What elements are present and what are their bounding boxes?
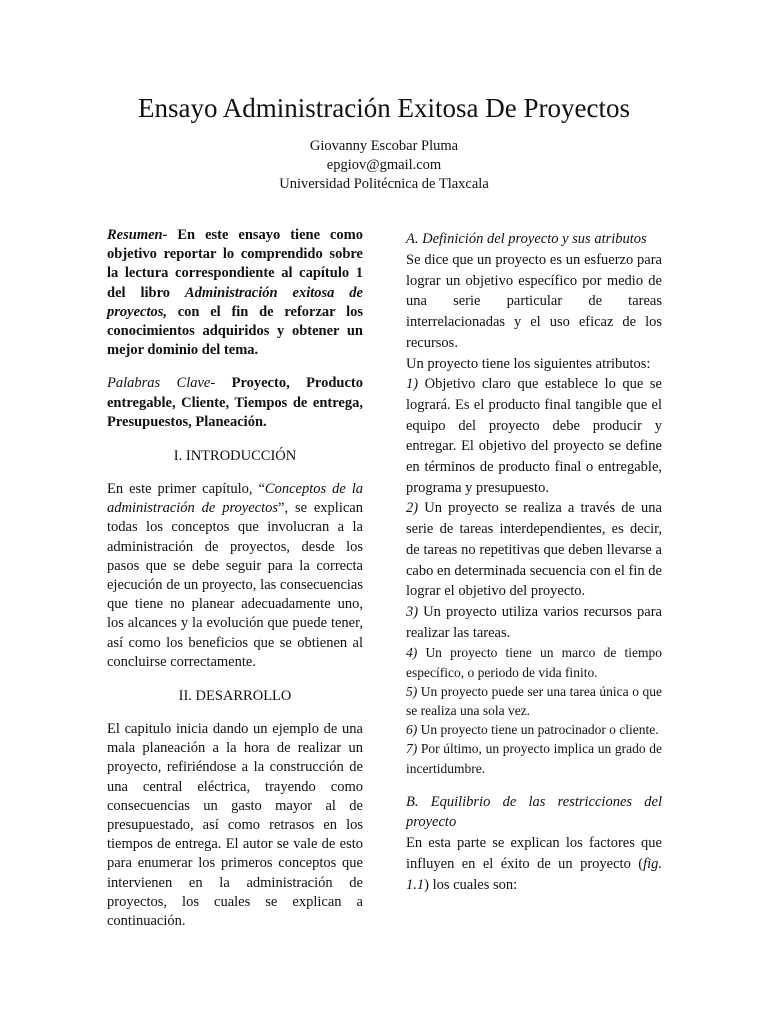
attribute-number: 2) xyxy=(406,500,419,517)
attribute-number: 3) xyxy=(406,603,419,620)
keywords xyxy=(107,374,363,432)
attribute-number: 5) xyxy=(406,683,418,699)
abstract-book-title: Administración exitosa de proyectos, xyxy=(107,284,363,320)
attribute-text: Un proyecto utiliza varios recursos para realizar las tareas. xyxy=(406,603,662,641)
subsection-b-text-1: En esta parte se explican los factores que influyen en el éxito de un proyecto ( xyxy=(406,835,662,872)
attribute-item-3 xyxy=(406,602,662,643)
desarrollo-paragraph: El capitulo inicia dando un ejemplo de una mala planeación a la hora de realizar un proyecto, refiriéndose a la construcción de una central eléctrica, trayendo como consecuencias un gasto mayor al de presupuestado, así como retrasos en los tiempos de entrega. El autor se vale de esto para enumerar los primeros conceptos que intervienen en la administración de proyectos, los cuales se explican a continuación. xyxy=(107,721,363,930)
attribute-text: Objetivo claro que establece lo que se logrará. Es el producto final tangible que el equipo del proyecto debe producir y entregar. El objetivo del proyecto se define en términos de producto final o entregable, programa y presupuesto. xyxy=(406,376,662,496)
attribute-item-1 xyxy=(406,374,662,498)
intro-text-2: ”, se explican todas los conceptos que involucran a la administración de proyectos, desde los pasos que se debe seguir para la correcta ejecución de un proyecto, las consecuencias que tiene no planear adecuadamente uno, los alcances y la evolución que puede tener, así como los beneficios que se obtienen al concluirse correctamente. xyxy=(107,500,363,670)
author-name: Giovanny Escobar Pluma xyxy=(309,138,459,154)
attribute-text: Por último, un proyecto implica un grado de incertidumbre. xyxy=(406,741,662,776)
attribute-item-2 xyxy=(406,498,662,602)
paper-title: Ensayo Administración Exitosa De Proyectos xyxy=(138,93,630,123)
keywords-label: Palabras Clave- xyxy=(107,375,216,392)
attribute-text: Un proyecto puede ser una tarea única o que se realiza una sola vez. xyxy=(406,683,662,718)
abstract-label: Resumen- xyxy=(107,227,168,243)
right-column xyxy=(406,226,662,895)
intro-text-1: En este primer capítulo, “ xyxy=(107,481,265,498)
intro-chapter-title: Conceptos de la administración de proyectos xyxy=(107,481,363,517)
attribute-number: 4) xyxy=(406,645,418,661)
figure-reference: fig. 1.1 xyxy=(406,855,662,893)
abstract xyxy=(107,226,363,360)
section-heading-introduccion: I. INTRODUCCIÓN xyxy=(173,448,297,465)
attribute-text: Un proyecto se realiza a través de una serie de tareas interdependientes, es decir, de tareas no repetitivas que deben llevarse a cabo en determinada secuencia con el fin de lograr el objetivo del proyecto. xyxy=(406,500,662,600)
author-email: epgiov@gmail.com xyxy=(326,157,442,173)
subsection-heading-a: A. Definición del proyecto y sus atributos xyxy=(406,231,647,247)
subsection-heading-b: B. Equilibrio de las restricciones del proyecto xyxy=(406,793,662,831)
attribute-number: 1) xyxy=(406,376,419,393)
subsection-b-paragraph xyxy=(406,833,662,895)
abstract-text-2: con el fin de reforzar los conocimientos adquiridos y obtener un mejor dominio del tema. xyxy=(107,303,363,359)
attribute-number: 7) xyxy=(406,741,418,757)
attribute-item-4 xyxy=(406,643,662,681)
author-institution: Universidad Politécnica de Tlaxcala xyxy=(279,176,489,192)
attribute-text: Un proyecto tiene un marco de tiempo específico, o periodo de vida finito. xyxy=(406,645,662,680)
attribute-item-7 xyxy=(406,739,662,777)
attribute-text: Un proyecto tiene un patrocinador o cliente. xyxy=(417,722,659,738)
attribute-item-6 xyxy=(406,720,662,739)
keywords-text: Proyecto, Producto entregable, Cliente, Tiempos de entrega, Presupuestos, Planeación. xyxy=(107,375,363,430)
left-column xyxy=(107,226,363,931)
subsection-a-intro: Se dice que un proyecto es un esfuerzo para lograr un objetivo específico por medio de una serie particular de tareas interrelacionadas y el uso eficaz de los recursos. xyxy=(406,252,662,351)
author-block xyxy=(0,137,768,194)
subsection-b-text-2: ) los cuales son: xyxy=(424,876,518,893)
abstract-text-1: En este ensayo tiene como objetivo reportar lo comprendido sobre la lectura correspondiente al capítulo 1 del libro xyxy=(107,227,363,301)
attributes-intro: Un proyecto tiene los siguientes atributos: xyxy=(406,355,651,372)
intro-paragraph xyxy=(107,480,363,672)
attribute-item-5 xyxy=(406,682,662,720)
attribute-number: 6) xyxy=(406,722,418,738)
section-heading-desarrollo: II. DESARROLLO xyxy=(178,688,292,705)
